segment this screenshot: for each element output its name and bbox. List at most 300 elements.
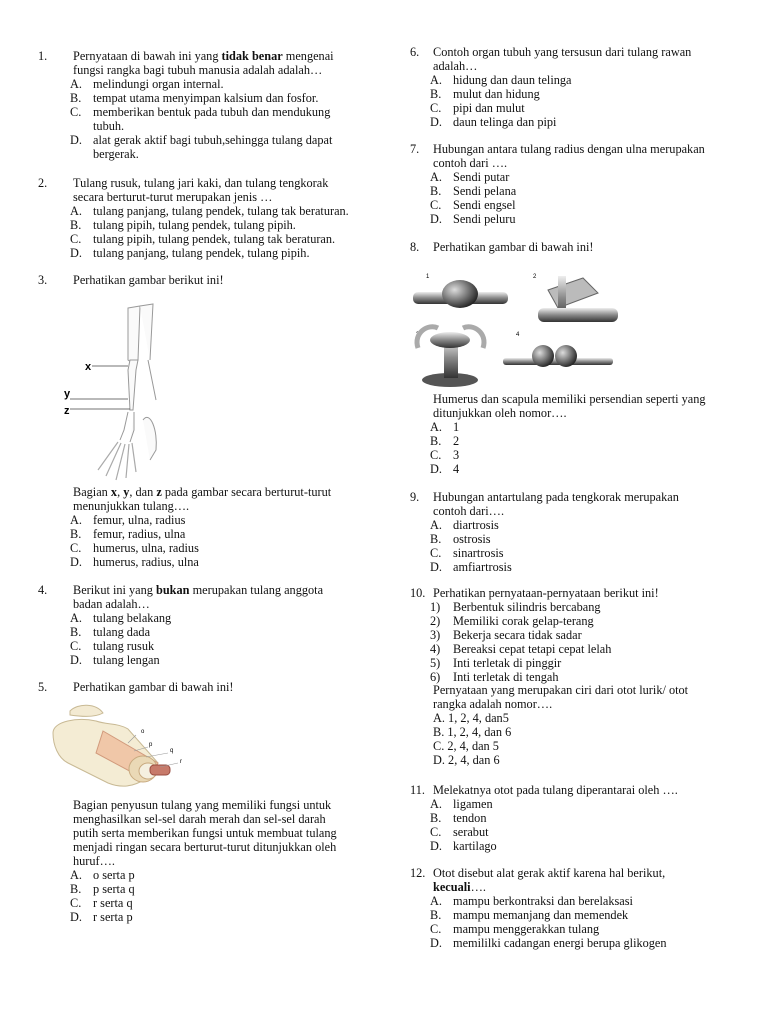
text-segment: Berikut ini yang	[73, 583, 156, 597]
option-d[interactable]	[430, 560, 679, 574]
option-letter: B.	[430, 184, 442, 198]
option-a[interactable]	[70, 611, 323, 625]
question-body	[433, 586, 659, 600]
option-text: memililki cadangan energi berupa glikogen	[453, 936, 667, 950]
option-6[interactable]	[430, 670, 659, 684]
option-letter: C.	[70, 639, 82, 653]
question-3	[38, 273, 224, 287]
option-letter: C.	[433, 739, 445, 753]
option-letter: B.	[70, 527, 82, 541]
option-text: humerus, radius, ulna	[93, 555, 199, 569]
option-letter: A.	[70, 77, 82, 91]
question-10-followup	[410, 683, 688, 767]
option-c[interactable]	[70, 105, 334, 133]
text-segment: Tulang rusuk, tulang jari kaki, dan tulang tengkorak	[73, 176, 329, 190]
option-letter: A.	[430, 73, 442, 87]
option-letter: C.	[430, 198, 442, 212]
option-b[interactable]	[430, 811, 678, 825]
figure-label-1: 1	[426, 274, 430, 280]
option-5[interactable]	[430, 656, 659, 670]
option-b[interactable]	[430, 434, 706, 448]
option-text: p serta q	[93, 882, 135, 896]
option-letter: C.	[70, 105, 82, 119]
option-letter: B.	[70, 218, 82, 232]
option-letter: D.	[433, 753, 445, 767]
option-line	[433, 711, 688, 725]
option-text: mampu berkontraksi dan berelaksasi	[453, 894, 633, 908]
option-a[interactable]	[430, 894, 667, 908]
option-text: mampu menggerakkan tulang	[453, 922, 600, 936]
bold-text: z	[156, 485, 162, 499]
text-segment: Melekatnya otot pada tulang diperantarai oleh ….	[433, 783, 678, 797]
question-5	[38, 680, 234, 694]
option-b[interactable]	[70, 882, 337, 896]
option-text: 3	[453, 448, 460, 462]
option-letter: D.	[430, 462, 442, 476]
option-text: tulang pipih, tulang pendek, tulang tak beraturan.	[93, 232, 336, 246]
option-3[interactable]	[430, 628, 659, 642]
option-line	[433, 739, 688, 753]
option-letter: C.	[70, 232, 82, 246]
option-letter: 6)	[430, 670, 441, 684]
text-segment: Bagian penyusun tulang yang memiliki fungsi untuk	[73, 798, 332, 812]
question-8	[410, 240, 594, 254]
option-text: tulang panjang, tulang pendek, tulang tak beraturan.	[93, 204, 349, 218]
figure-label-q: q	[170, 748, 174, 754]
option-letter: D.	[430, 560, 442, 574]
option-b[interactable]	[433, 725, 688, 739]
option-letter: D.	[70, 246, 82, 260]
option-b[interactable]	[430, 908, 667, 922]
option-text: pipi dan mulut	[453, 101, 525, 115]
question-number: 11.	[410, 783, 425, 797]
options-list	[410, 170, 705, 226]
option-text: sinartrosis	[453, 546, 504, 560]
question-body	[433, 683, 688, 711]
question-number: 10.	[410, 586, 426, 600]
option-letter: D.	[430, 936, 442, 950]
option-c[interactable]	[433, 739, 688, 753]
option-text: diartrosis	[453, 518, 499, 532]
option-text: o serta p	[93, 868, 135, 882]
option-letter: B.	[430, 811, 442, 825]
option-letter: A.	[430, 518, 442, 532]
figure-label-4: 4	[516, 332, 520, 338]
option-text: mulut dan hidung	[453, 87, 540, 101]
text-line	[433, 406, 706, 420]
text-line	[433, 45, 691, 59]
bone-structure-figure	[48, 703, 198, 798]
text-line	[433, 683, 688, 697]
text-line	[73, 190, 349, 204]
figure-label-y: y	[64, 388, 71, 400]
question-number: 1.	[38, 49, 48, 63]
text-line	[433, 504, 679, 518]
option-text: tulang dada	[93, 625, 151, 639]
bold-text: kecuali	[433, 880, 471, 894]
option-letter: D.	[430, 839, 442, 853]
text-segment: ….	[470, 880, 486, 894]
text-segment: Perhatikan gambar di bawah ini!	[433, 240, 594, 254]
options-list	[410, 600, 659, 684]
option-a[interactable]	[430, 420, 706, 434]
question-7	[410, 142, 705, 226]
question-number: 6.	[410, 45, 420, 59]
question-6	[410, 45, 691, 129]
option-text: Sendi pelana	[453, 184, 517, 198]
option-text: Memiliki corak gelap-terang	[453, 614, 594, 628]
text-line	[73, 176, 349, 190]
question-body	[73, 273, 224, 287]
option-c[interactable]	[70, 232, 349, 246]
text-line	[433, 142, 705, 156]
option-b[interactable]	[430, 184, 705, 198]
question-2	[38, 176, 349, 260]
option-letter: C.	[70, 896, 82, 910]
option-b[interactable]	[70, 218, 349, 232]
question-4	[38, 583, 323, 667]
option-letter: C.	[70, 541, 82, 555]
figure-label-z: z	[64, 405, 70, 417]
option-letter: 2)	[430, 614, 441, 628]
option-text: 2	[453, 434, 460, 448]
options-list	[38, 513, 331, 569]
option-text: Inti terletak di tengah	[453, 670, 559, 684]
option-text: memberikan bentuk pada tubuh dan mendukung	[93, 105, 331, 119]
option-a[interactable]	[70, 513, 331, 527]
bold-text: y	[123, 485, 130, 499]
option-text: mampu memanjang dan memendek	[453, 908, 629, 922]
text-segment: menjadi ringan secara berturut-turut ditunjukkan oleh	[73, 840, 337, 854]
option-d[interactable]	[430, 839, 678, 853]
options-list	[410, 518, 679, 574]
question-body	[433, 45, 691, 73]
figure-label-3: 3	[416, 332, 420, 338]
text-segment: Humerus dan scapula memiliki persendian seperti yang	[433, 392, 706, 406]
option-text: serabut	[453, 825, 489, 839]
text-line	[433, 586, 659, 600]
option-c[interactable]	[70, 541, 331, 555]
text-line	[433, 490, 679, 504]
figure-label-x: x	[85, 361, 92, 373]
arm-skeleton-figure	[58, 300, 163, 485]
option-letter: D.	[70, 555, 82, 569]
text-segment: rangka adalah nomor….	[433, 697, 553, 711]
option-d[interactable]	[70, 555, 331, 569]
option-text: daun telinga dan pipi	[453, 115, 557, 129]
option-letter: B.	[430, 87, 442, 101]
text-line	[433, 240, 594, 254]
question-body	[73, 176, 349, 204]
option-text: humerus, ulna, radius	[93, 541, 199, 555]
option-text: 1, 2, 4, dan 6	[447, 725, 512, 739]
option-4[interactable]	[430, 642, 659, 656]
text-segment: ,	[117, 485, 124, 499]
text-line	[433, 697, 688, 711]
option-d[interactable]	[70, 910, 337, 924]
text-segment: badan adalah…	[73, 597, 150, 611]
text-segment: huruf….	[73, 854, 116, 868]
option-d[interactable]	[70, 133, 334, 161]
option-text: 1	[453, 420, 460, 434]
text-segment: Pernyataan di bawah ini yang	[73, 49, 222, 63]
option-letter: 3)	[430, 628, 441, 642]
text-line	[73, 812, 337, 826]
option-text: tempat utama menyimpan kalsium dan fosfor.	[93, 91, 319, 105]
option-letter: A.	[430, 420, 442, 434]
options-list	[410, 420, 706, 476]
option-text: tendon	[453, 811, 487, 825]
question-12	[410, 866, 667, 950]
text-line	[433, 866, 667, 880]
option-letter: D.	[70, 653, 82, 667]
option-b[interactable]	[70, 527, 331, 541]
option-c[interactable]	[430, 101, 691, 115]
option-text: alat gerak aktif bagi tubuh,sehingga tulang dapat	[93, 133, 333, 147]
question-body	[73, 485, 331, 513]
options-list	[410, 797, 678, 853]
text-segment: menghasilkan sel-sel darah merah dan sel-sel darah	[73, 812, 326, 826]
question-number: 9.	[410, 490, 420, 504]
option-letter: A.	[430, 894, 442, 908]
option-letter: B.	[433, 725, 445, 739]
option-text: melindungi organ internal.	[93, 77, 224, 91]
text-segment: pada gambar secara berturut-turut	[161, 485, 332, 499]
text-segment: secara berturut-turut merupakan jenis …	[73, 190, 273, 204]
option-letter: A.	[430, 170, 442, 184]
text-segment: Pernyataan yang merupakan ciri dari otot lurik/ otot	[433, 683, 689, 697]
option-text: Sendi peluru	[453, 212, 516, 226]
option-letter: B.	[430, 532, 442, 546]
option-d[interactable]	[70, 653, 323, 667]
option-letter: A.	[70, 204, 82, 218]
option-letter: D.	[430, 115, 442, 129]
option-d[interactable]	[430, 936, 667, 950]
text-segment: mengenai	[282, 49, 334, 63]
text-line	[73, 499, 331, 513]
option-letter: D.	[70, 910, 82, 924]
question-number: 7.	[410, 142, 420, 156]
option-letter: 5)	[430, 656, 441, 670]
option-c[interactable]	[430, 922, 667, 936]
option-a[interactable]	[430, 518, 679, 532]
text-segment: contoh dari….	[433, 504, 505, 518]
option-c[interactable]	[430, 448, 706, 462]
option-d[interactable]	[70, 246, 349, 260]
option-text: Inti terletak di pinggir	[453, 656, 562, 670]
option-c[interactable]	[430, 825, 678, 839]
text-segment: , dan	[129, 485, 157, 499]
option-text: tulang panjang, tulang pendek, tulang pipih.	[93, 246, 310, 260]
option-text: r serta p	[93, 910, 133, 924]
option-d[interactable]	[433, 753, 688, 767]
bold-text: bukan	[156, 583, 190, 597]
question-body	[433, 142, 705, 170]
text-segment: Perhatikan gambar berikut ini!	[73, 273, 224, 287]
text-line	[73, 826, 337, 840]
option-text: Berbentuk silindris bercabang	[453, 600, 601, 614]
question-body	[73, 680, 234, 694]
question-body	[73, 798, 337, 868]
option-text: tulang pipih, tulang pendek, tulang pipih.	[93, 218, 296, 232]
option-d[interactable]	[430, 462, 706, 476]
options-list	[38, 77, 334, 161]
option-text: amfiartrosis	[453, 560, 512, 574]
option-letter: C.	[430, 101, 442, 115]
figure-label-2: 2	[533, 274, 537, 280]
text-line	[73, 798, 337, 812]
option-text: Bereaksi cepat tetapi cepat lelah	[453, 642, 612, 656]
figure-label-p: p	[149, 742, 153, 748]
option-a[interactable]	[70, 77, 334, 91]
text-line	[73, 597, 323, 611]
option-letter: B.	[70, 625, 82, 639]
option-c[interactable]	[70, 639, 323, 653]
text-line	[433, 59, 691, 73]
question-1	[38, 49, 334, 161]
option-text: ligamen	[453, 797, 493, 811]
text-line	[433, 156, 705, 170]
option-letter: A.	[430, 797, 442, 811]
option-b[interactable]	[430, 87, 691, 101]
options-list	[38, 868, 337, 924]
text-segment: Perhatikan gambar di bawah ini!	[73, 680, 234, 694]
option-2[interactable]	[430, 614, 659, 628]
text-segment: Perhatikan pernyataan-pernyataan berikut ini!	[433, 586, 659, 600]
option-a[interactable]	[430, 797, 678, 811]
option-b[interactable]	[430, 532, 679, 546]
question-body	[433, 783, 678, 797]
option-text: 2, 4, dan 5	[447, 739, 499, 753]
text-segment: Hubungan antara tulang radius dengan ulna merupakan	[433, 142, 705, 156]
options-list	[38, 204, 349, 260]
option-letter: B.	[70, 91, 82, 105]
text-segment: Bagian	[73, 485, 111, 499]
option-letter: D.	[70, 133, 82, 147]
text-segment: Hubungan antartulang pada tengkorak merupakan	[433, 490, 679, 504]
option-letter: C.	[430, 448, 442, 462]
text-segment: menunjukkan tulang….	[73, 499, 190, 513]
option-text: tulang rusuk	[93, 639, 155, 653]
question-body	[433, 240, 594, 254]
text-line	[73, 854, 337, 868]
question-body	[73, 49, 334, 77]
text-segment: fungsi rangka bagi tubuh manusia adalah adalah…	[73, 63, 323, 77]
text-line	[73, 485, 331, 499]
option-b[interactable]	[70, 91, 334, 105]
options-list	[410, 711, 688, 767]
option-text: Bekerja secara tidak sadar	[453, 628, 582, 642]
option-letter: B.	[430, 434, 442, 448]
option-a[interactable]	[430, 73, 691, 87]
option-b[interactable]	[70, 625, 323, 639]
option-d[interactable]	[430, 212, 705, 226]
option-1[interactable]	[430, 600, 659, 614]
option-text: tulang belakang	[93, 611, 172, 625]
option-text: Sendi engsel	[453, 198, 516, 212]
option-c[interactable]	[430, 546, 679, 560]
question-number: 3.	[38, 273, 48, 287]
option-a[interactable]	[70, 868, 337, 882]
option-text: 2, 4, dan 6	[448, 753, 500, 767]
option-letter: C.	[430, 825, 442, 839]
option-text: bergerak.	[93, 147, 139, 161]
option-c[interactable]	[430, 198, 705, 212]
text-line	[73, 63, 334, 77]
joint-types-figure	[408, 268, 728, 393]
question-10	[410, 586, 659, 684]
option-letter: A.	[433, 711, 445, 725]
text-line	[73, 840, 337, 854]
text-segment: putih serta memberikan fungsi untuk membuat tulang	[73, 826, 337, 840]
option-letter: C.	[430, 546, 442, 560]
options-list	[410, 894, 667, 950]
option-text: r serta q	[93, 896, 133, 910]
question-11	[410, 783, 678, 853]
option-letter: A.	[70, 513, 82, 527]
option-text: hidung dan daun telinga	[453, 73, 572, 87]
text-segment: Contoh organ tubuh yang tersusun dari tulang rawan	[433, 45, 692, 59]
question-body	[433, 392, 706, 420]
option-text: tulang lengan	[93, 653, 160, 667]
question-number: 12.	[410, 866, 426, 880]
option-text: ostrosis	[453, 532, 491, 546]
figure-label-o: o	[141, 729, 145, 735]
option-text: 4	[453, 462, 460, 476]
option-c[interactable]	[70, 896, 337, 910]
option-letter: A.	[70, 611, 82, 625]
figure-label-r: r	[180, 759, 182, 765]
option-a[interactable]	[433, 711, 688, 725]
text-line	[433, 880, 667, 894]
option-letter: 4)	[430, 642, 441, 656]
text-segment: Otot disebut alat gerak aktif karena hal berikut,	[433, 866, 666, 880]
bold-text: x	[110, 485, 118, 499]
question-number: 8.	[410, 240, 420, 254]
text-line	[433, 392, 706, 406]
question-number: 5.	[38, 680, 48, 694]
option-letter: C.	[430, 922, 442, 936]
option-text: Sendi putar	[453, 170, 510, 184]
option-letter: D.	[430, 212, 442, 226]
text-segment: ditunjukkan oleh nomor….	[433, 406, 567, 420]
question-9	[410, 490, 679, 574]
option-line	[433, 753, 688, 767]
option-a[interactable]	[430, 170, 705, 184]
question-number: 4.	[38, 583, 48, 597]
option-letter: B.	[70, 882, 82, 896]
option-line	[433, 725, 688, 739]
text-segment: adalah…	[433, 59, 478, 73]
text-segment: contoh dari ….	[433, 156, 508, 170]
text-line	[73, 583, 323, 597]
text-line	[73, 273, 224, 287]
option-text: kartilago	[453, 839, 497, 853]
option-letter: A.	[70, 868, 82, 882]
option-text: femur, ulna, radius	[93, 513, 186, 527]
question-body	[433, 866, 667, 894]
option-a[interactable]	[70, 204, 349, 218]
bold-text: tidak benar	[221, 49, 283, 63]
question-8-followup	[410, 392, 706, 476]
question-number: 2.	[38, 176, 48, 190]
question-body	[73, 583, 323, 611]
option-letter: 1)	[430, 600, 441, 614]
option-text: tubuh.	[93, 119, 125, 133]
question-3-followup	[38, 485, 331, 569]
option-d[interactable]	[430, 115, 691, 129]
question-5-followup	[38, 798, 337, 924]
